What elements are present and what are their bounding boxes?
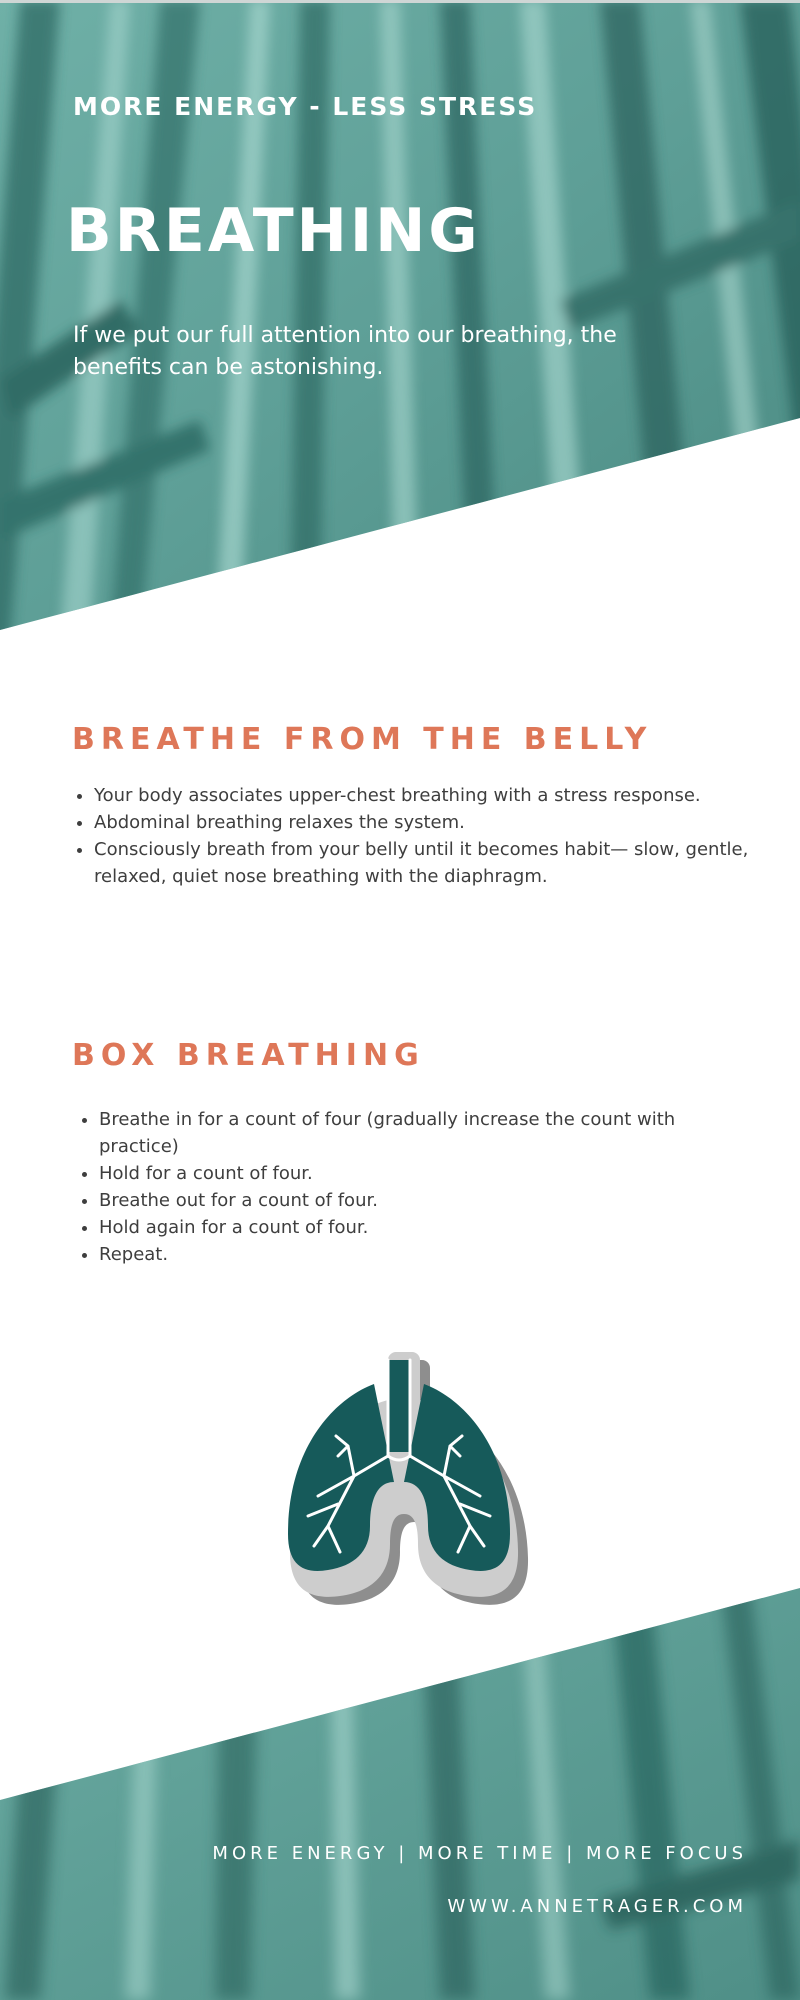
list-item: • Hold again for a count of four.	[99, 1214, 724, 1241]
list-item: • Your body associates upper-chest breathing with a stress response.	[94, 782, 754, 809]
list-item: • Hold for a count of four.	[99, 1160, 724, 1187]
footer-tagline: MORE ENERGY | MORE TIME | MORE FOCUS	[212, 1843, 747, 1864]
top-border	[0, 0, 800, 3]
section-title-box: BOX BREATHING	[72, 1038, 425, 1073]
belly-breathing-list	[72, 782, 754, 890]
footer-website-link[interactable]: WWW.ANNETRAGER.COM	[447, 1896, 747, 1917]
header-eyebrow: MORE ENERGY - LESS STRESS	[73, 92, 538, 121]
list-item: • Repeat.	[99, 1241, 724, 1268]
list-item: • Breathe out for a count of four.	[99, 1187, 724, 1214]
list-item: • Consciously breath from your belly until it becomes habit— slow, gentle, relaxed, quiet nose breathing with the diaphragm.	[94, 836, 754, 890]
box-breathing-list	[77, 1106, 724, 1268]
intro-text: If we put our full attention into our breathing, the benefits can be astonishing.	[73, 323, 617, 380]
lungs-icon	[268, 1346, 530, 1610]
list-item: • Abdominal breathing relaxes the system.	[94, 809, 754, 836]
section-title-belly: BREATHE FROM THE BELLY	[72, 722, 653, 757]
list-item: • Breathe in for a count of four (gradually increase the count with practice)	[99, 1106, 724, 1160]
page-title: BREATHING	[66, 196, 481, 266]
footer-background	[0, 1580, 800, 2000]
